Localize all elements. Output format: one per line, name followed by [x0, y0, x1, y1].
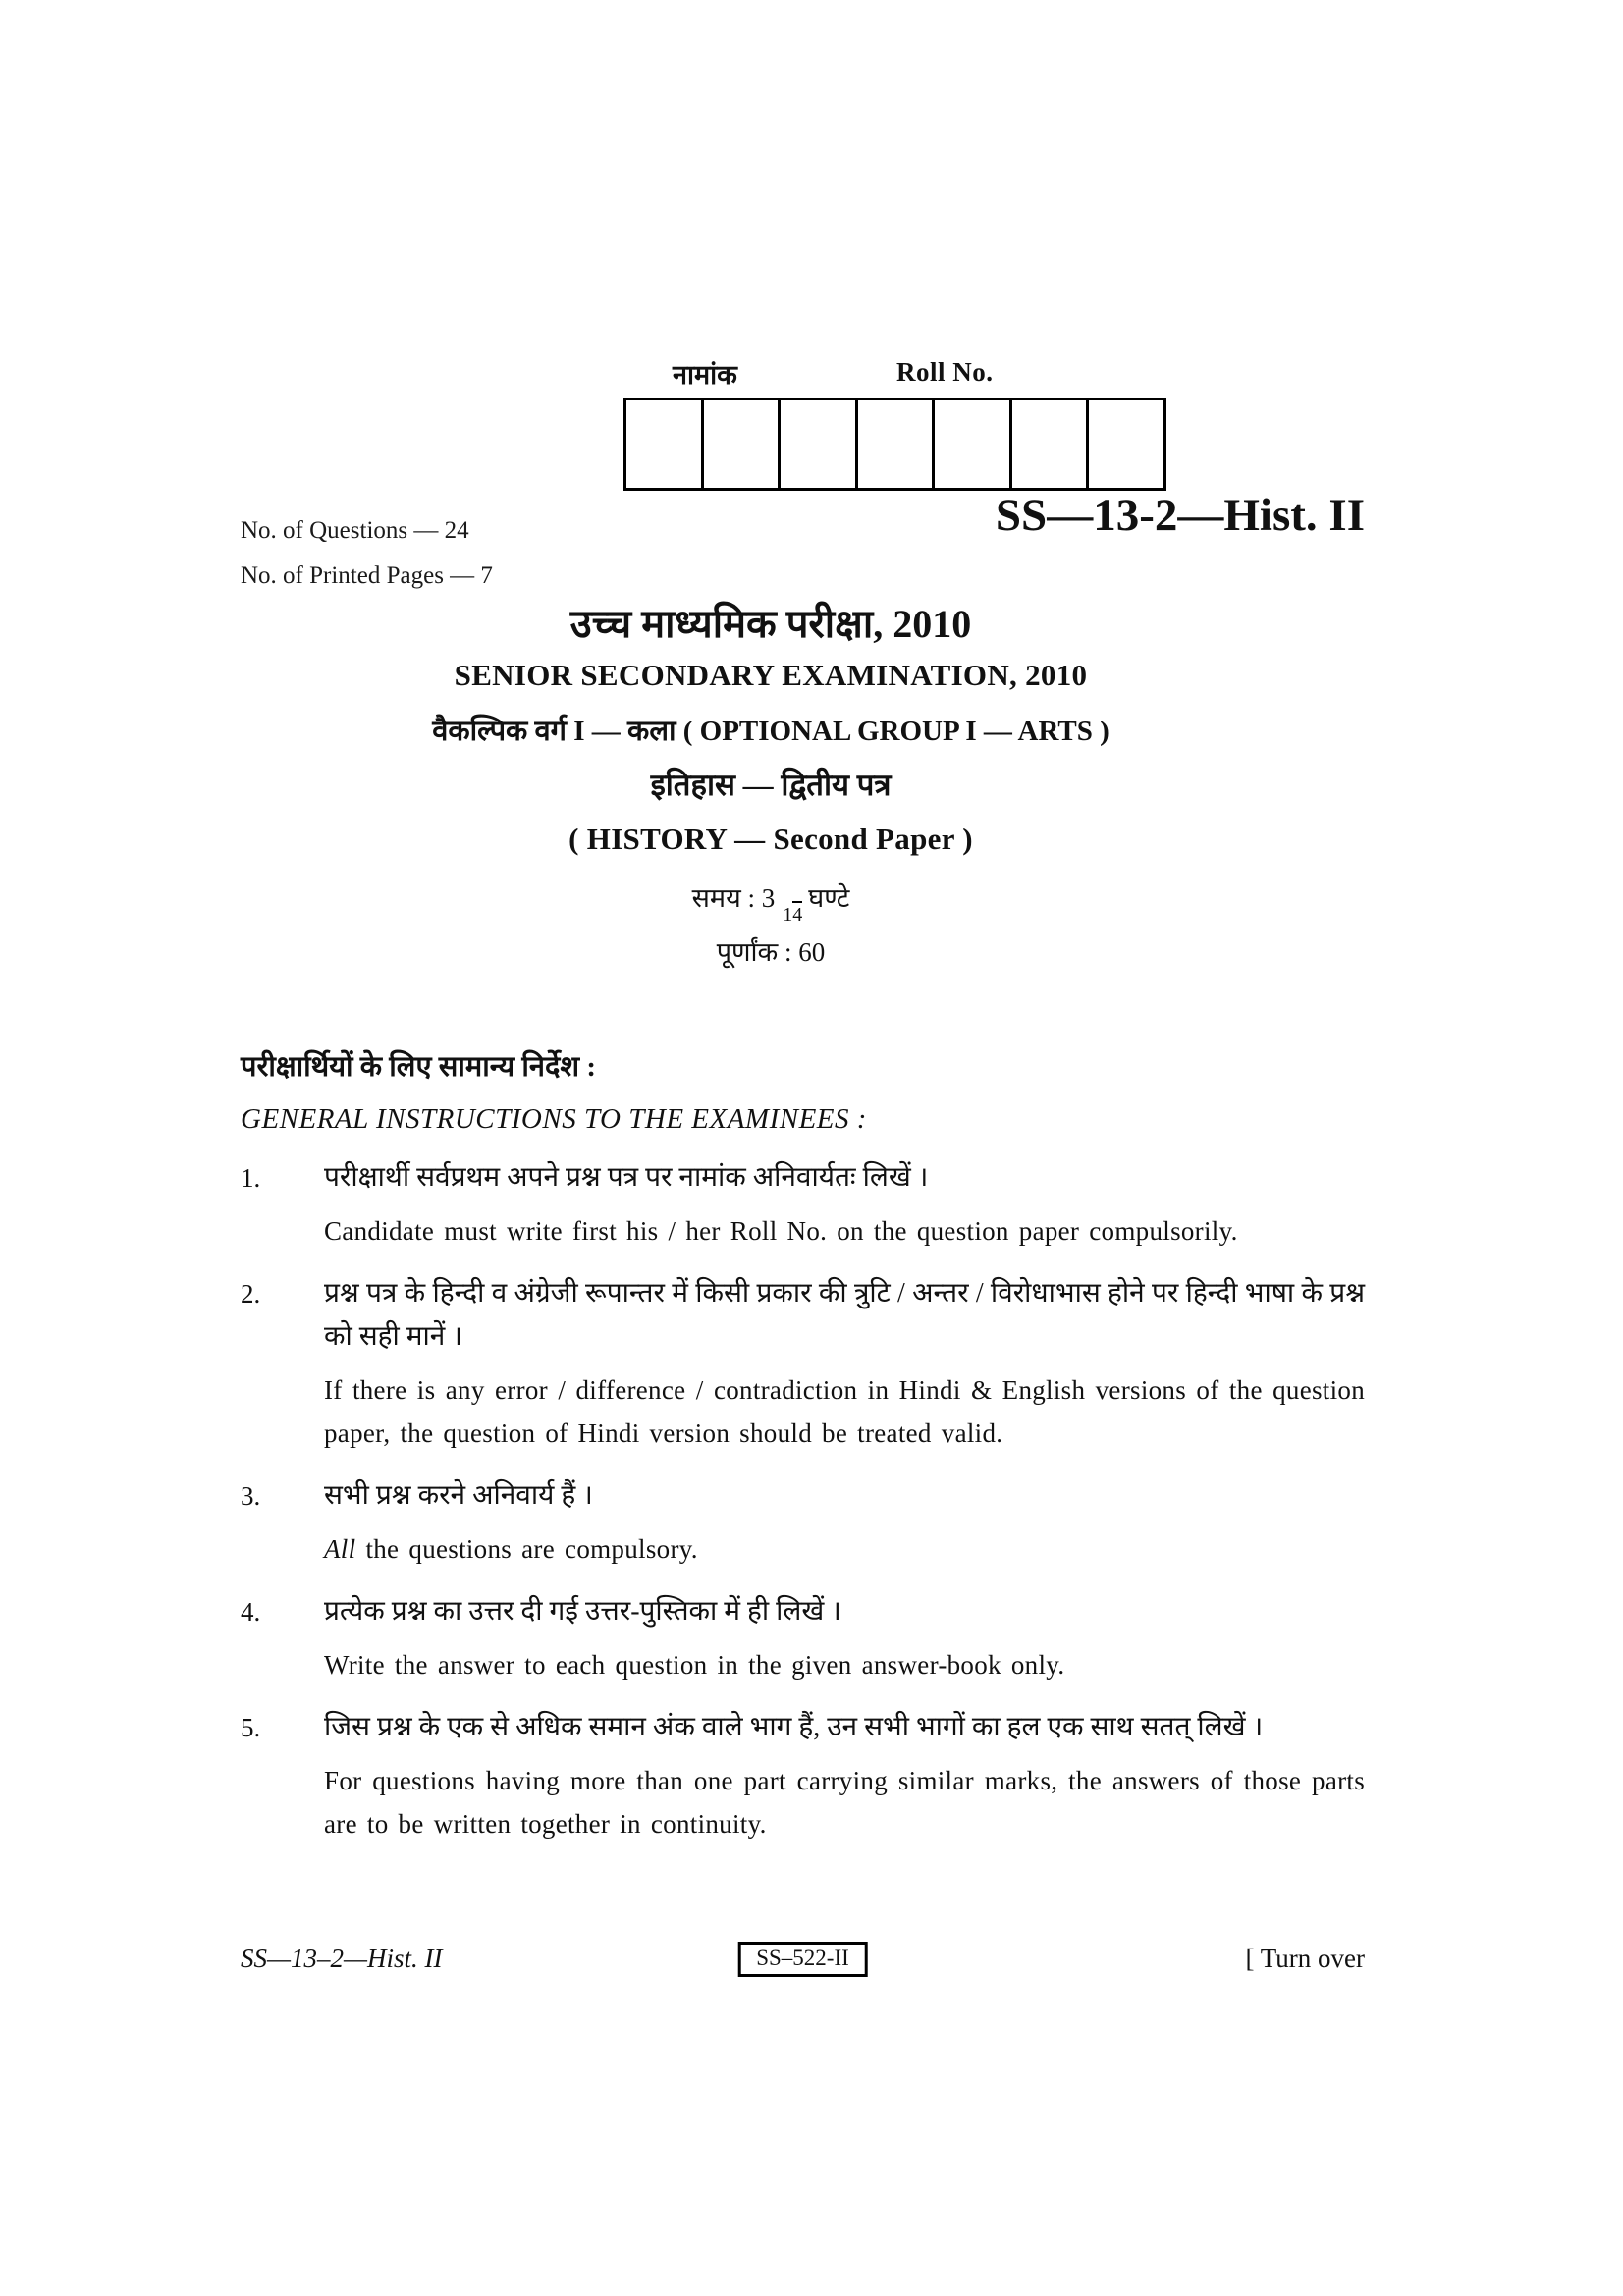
roll-cell: [858, 400, 936, 488]
time-fraction: [783, 905, 802, 925]
fraction-numerator: 1: [783, 904, 793, 926]
instruction-item-2: [241, 1272, 1365, 1465]
item-english-italic-lead: All: [324, 1534, 356, 1564]
item-text-english: For questions having more than one part carrying similar marks, the answers of those parts are to be written together in continuity.: [324, 1766, 1365, 1839]
time-prefix: समय : 3: [691, 883, 776, 913]
roll-cell: [704, 400, 782, 488]
item-number: 3.: [241, 1481, 261, 1511]
time-suffix: घण्टे: [808, 883, 850, 913]
roll-cell: [935, 400, 1012, 488]
item-text-hindi: परीक्षार्थी सर्वप्रथम अपने प्रश्न पत्र पर नामांक अनिवार्यतः लिखें ।: [324, 1162, 929, 1193]
roll-cell: [626, 400, 704, 488]
roll-cell: [1012, 400, 1090, 488]
item-number: 1.: [241, 1163, 261, 1193]
item-body: [324, 1706, 1365, 1855]
item-number: 5.: [241, 1713, 261, 1742]
footer-series-code-box: SS–522-II: [737, 1942, 868, 1977]
roll-number-grid: [623, 398, 1166, 491]
max-marks-line: पूर्णांक : 60: [716, 937, 826, 967]
item-text-hindi: सभी प्रश्न करने अनिवार्य हैं ।: [324, 1480, 593, 1511]
item-text-hindi: प्रत्येक प्रश्न का उत्तर दी गई उत्तर-पुस्तिका में ही लिखें ।: [324, 1596, 841, 1627]
item-body: [324, 1272, 1365, 1465]
item-body: [324, 1474, 1365, 1580]
subject-title-hindi: इतिहास — द्वितीय पत्र: [650, 768, 892, 802]
paper-code: SS—13-2—Hist. II: [995, 490, 1365, 541]
instruction-item-1: [241, 1156, 1365, 1262]
item-text-english: Write the answer to each question in the given answer-book only.: [324, 1650, 1065, 1680]
item-text-hindi: जिस प्रश्न के एक से अधिक समान अंक वाले भाग हैं, उन सभी भागों का हल एक साथ सतत् लिखें ।: [324, 1712, 1264, 1742]
item-text-hindi: प्रश्न पत्र के हिन्दी व अंग्रेजी रूपान्तर में किसी प्रकार की त्रुटि / अन्तर / विरोधाभास होने पर हिन्दी भाषा के प्रश्न को सही मानें ।: [324, 1278, 1365, 1352]
item-number: 2.: [241, 1279, 261, 1308]
title-block: [241, 599, 1301, 973]
subject-title-english: ( HISTORY — Second Paper ): [568, 822, 973, 856]
item-body: [324, 1156, 1365, 1262]
general-instructions: [241, 1046, 1365, 1865]
item-body: [324, 1590, 1365, 1696]
footer-paper-code: SS—13–2—Hist. II: [241, 1944, 443, 1973]
roll-cell: [1089, 400, 1163, 488]
meta-questions-count: No. of Questions — 24: [241, 517, 469, 544]
item-english-rest: the questions are compulsory.: [355, 1534, 698, 1564]
item-text-english: Candidate must write first his / her Roll No. on the question paper compulsorily.: [324, 1216, 1238, 1246]
optional-group-line: वैकल्पिक वर्ग I — कला ( OPTIONAL GROUP I — ARTS ): [432, 716, 1109, 747]
page-footer: [241, 1940, 1365, 1983]
instruction-item-3: [241, 1474, 1365, 1580]
exam-title-hindi: उच्च माध्यमिक परीक्षा, 2010: [569, 602, 972, 646]
roll-label-english: Roll No.: [896, 357, 994, 387]
footer-turn-over: [ Turn over: [1245, 1944, 1365, 1973]
meta-printed-pages: No. of Printed Pages — 7: [241, 562, 493, 589]
roll-number-labels: [623, 355, 1166, 395]
roll-label-hindi: नामांक: [673, 360, 737, 390]
instructions-heading-hindi: परीक्षार्थियों के लिए सामान्य निर्देश :: [241, 1051, 596, 1083]
roll-cell: [781, 400, 858, 488]
item-text-english: [324, 1527, 1365, 1571]
instructions-heading-english: GENERAL INSTRUCTIONS TO THE EXAMINEES :: [241, 1103, 867, 1135]
instruction-item-5: [241, 1706, 1365, 1855]
time-allowed-line: [241, 866, 1301, 931]
instruction-item-4: [241, 1590, 1365, 1696]
item-number: 4.: [241, 1597, 261, 1627]
exam-title-english: SENIOR SECONDARY EXAMINATION, 2010: [454, 658, 1088, 692]
item-text-english: If there is any error / difference / contradiction in Hindi & English versions of the question paper, the question of Hindi version should be treated valid.: [324, 1375, 1365, 1448]
fraction-denominator: 4: [792, 901, 802, 926]
